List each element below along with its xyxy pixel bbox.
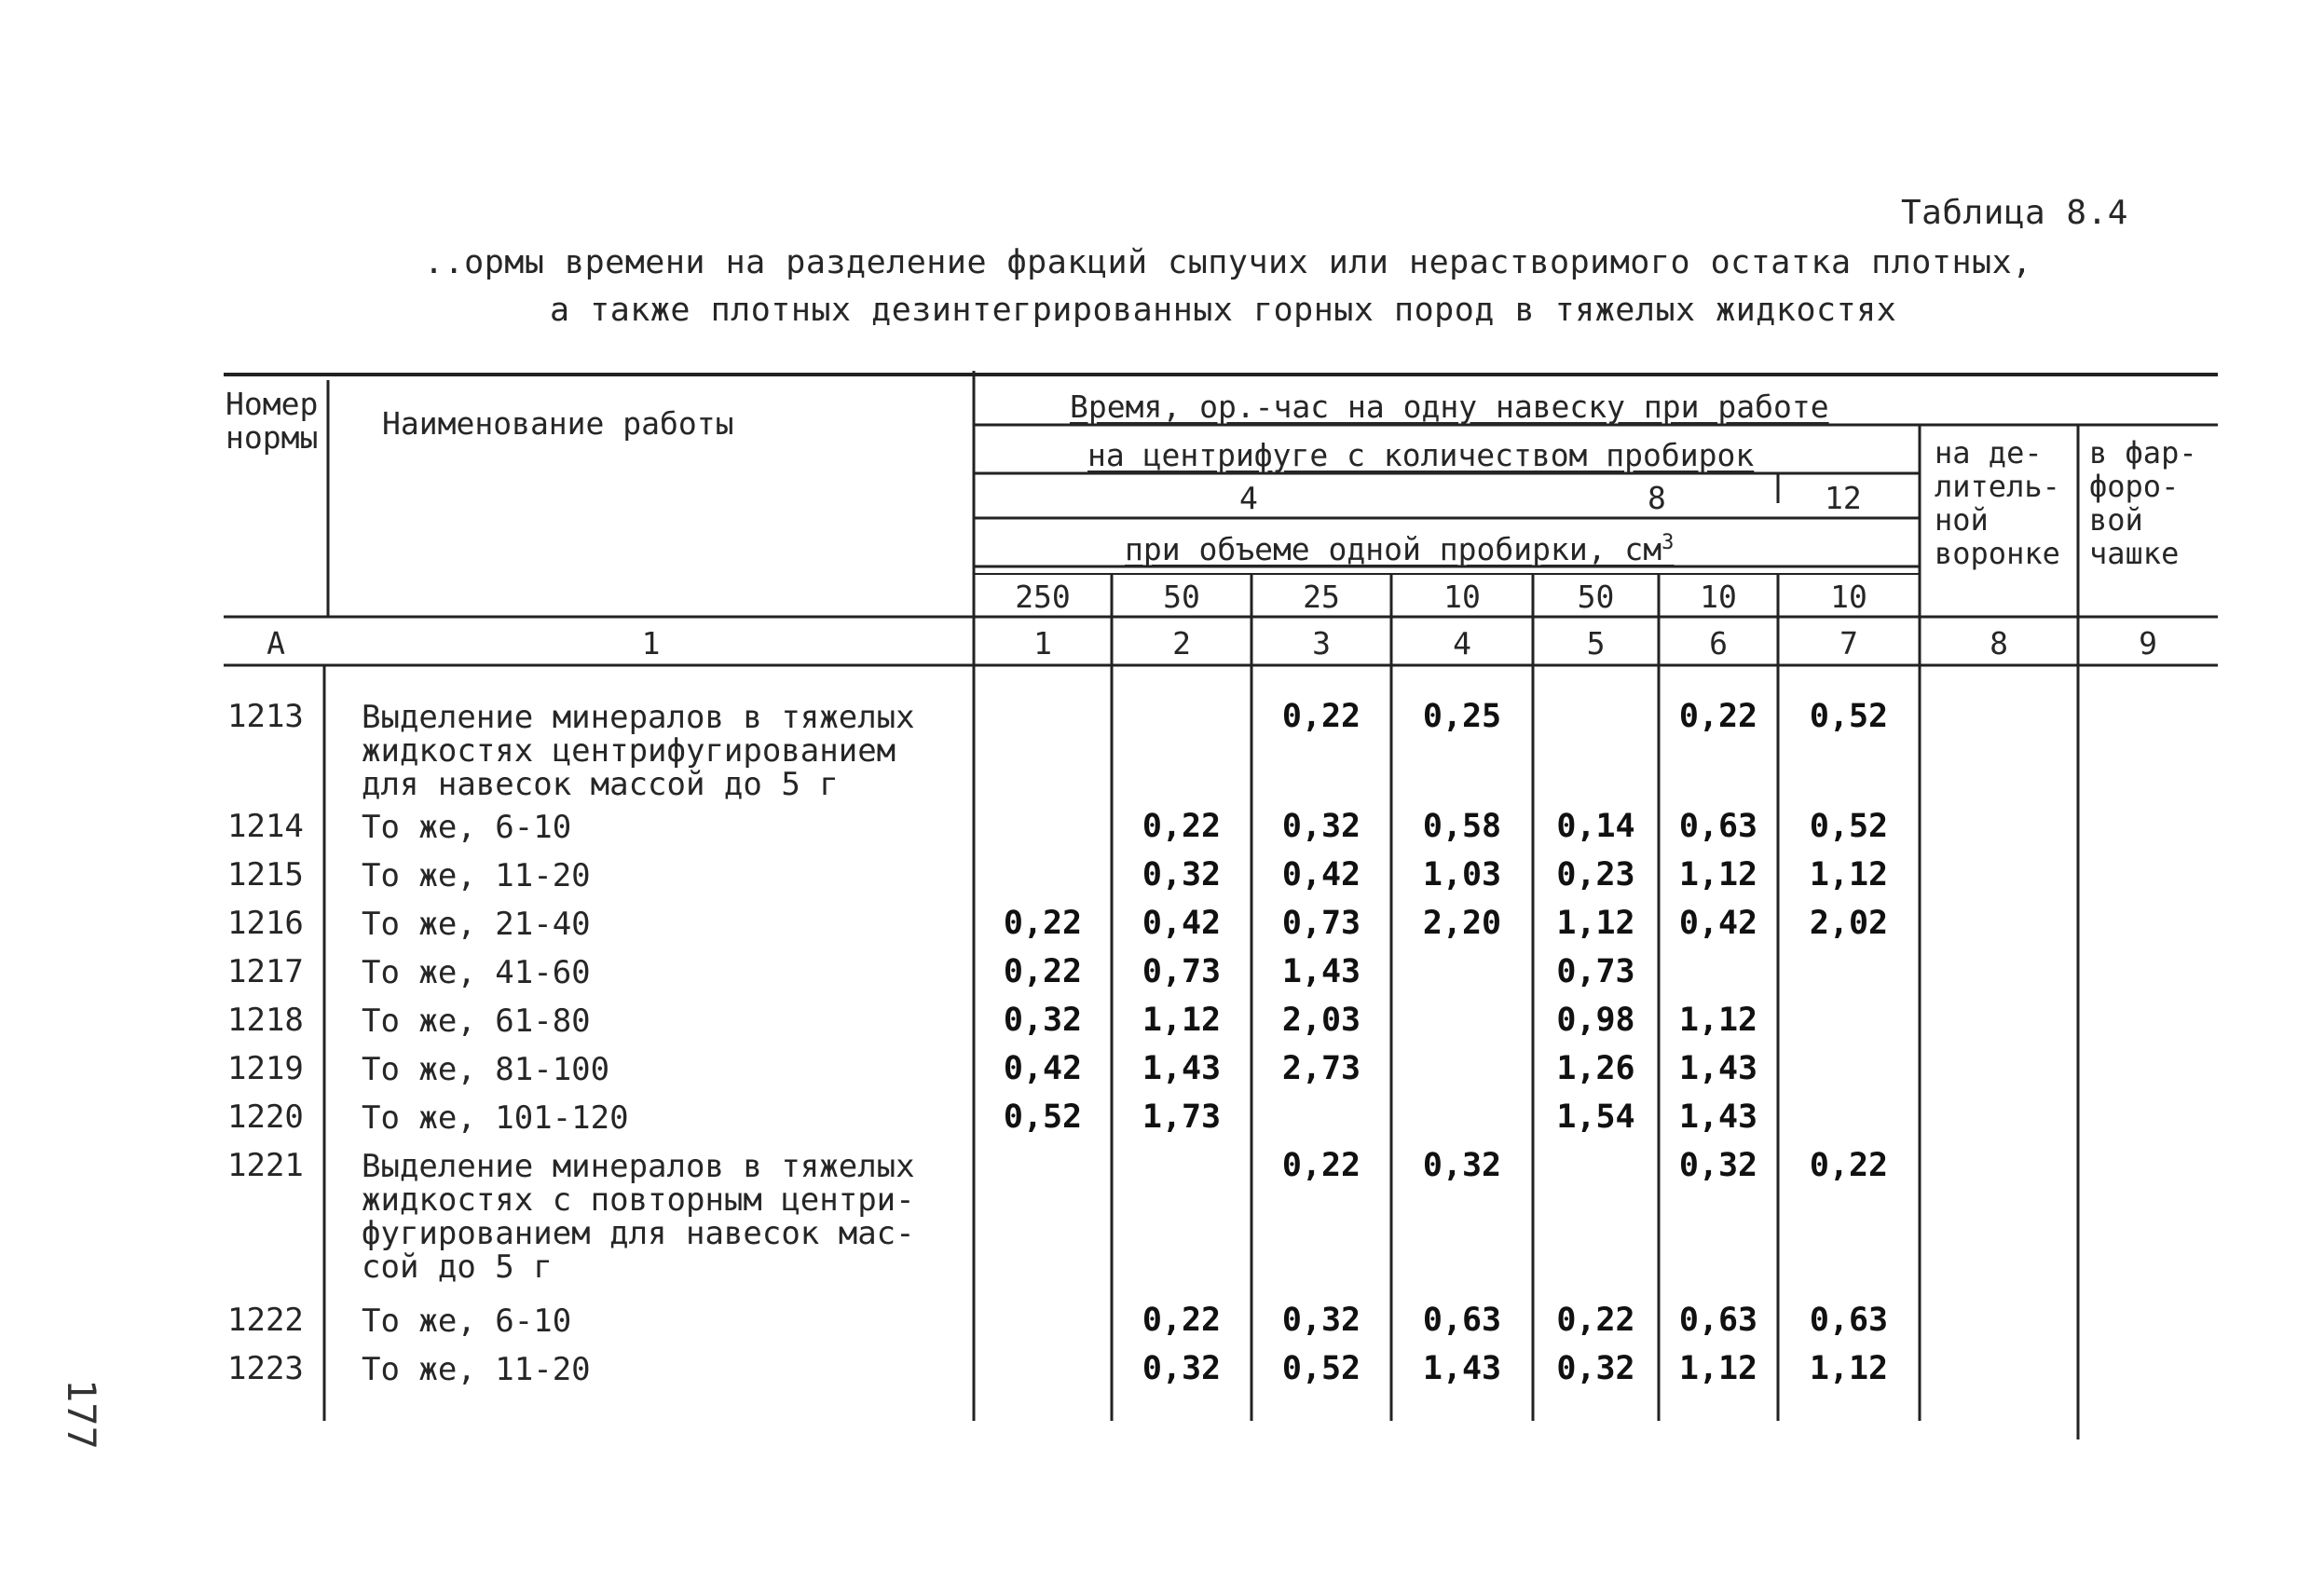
header-tubes-4: 4 [1239,480,1258,516]
row-value-col-6: 1,12 [1678,856,1758,893]
row-work-name [362,956,591,989]
row-value-col-2: 0,32 [1142,1350,1222,1387]
row-code: 1213 [227,698,304,735]
row-value-col-5: 0,14 [1556,808,1635,845]
row-value-col-3: 2,03 [1281,1002,1361,1039]
row-value-col-2: 0,32 [1142,856,1222,893]
row-work-name [362,1004,591,1038]
row-value-col-6: 1,12 [1678,1350,1758,1387]
row-work-name [362,1150,915,1284]
row-value-col-4: 2,20 [1422,905,1502,942]
volume-4: 10 [1443,579,1481,615]
row-value-col-5: 0,22 [1556,1302,1635,1339]
row-value-col-6: 0,42 [1678,905,1758,942]
row-value-col-6: 0,22 [1678,698,1758,735]
row-code: 1217 [227,953,304,990]
row-work-name-line: То же, 6-10 [362,1303,572,1340]
row-value-col-5: 1,26 [1556,1050,1635,1087]
header-tubes-12: 12 [1825,480,1862,516]
row-value-col-3: 0,52 [1281,1350,1361,1387]
row-work-name-line: жидкостях с повторным центри- [362,1181,915,1219]
row-value-col-3: 0,73 [1281,905,1361,942]
header-funnel: на де- литель- ной воронке [1935,435,2060,571]
row-value-col-2: 0,42 [1142,905,1222,942]
row-value-col-1: 0,22 [1003,905,1083,942]
row-code: 1219 [227,1050,304,1087]
row-value-col-4: 0,25 [1422,698,1502,735]
row-code: 1218 [227,1002,304,1039]
row-value-col-4: 0,32 [1422,1147,1502,1184]
row-value-col-4: 1,03 [1422,856,1502,893]
row-work-name [362,811,571,844]
page-number: 177 [59,1379,104,1450]
row-value-col-7: 1,12 [1809,1350,1889,1387]
row-work-name [362,1353,591,1386]
row-work-name-line: фугированием для навесок мас- [362,1215,915,1252]
row-code: 1214 [227,808,304,845]
row-value-col-6: 1,43 [1678,1098,1758,1136]
row-value-col-1: 0,42 [1003,1050,1083,1087]
row-work-name-line: Выделение минералов в тяжелых [362,699,915,736]
row-value-col-7: 0,52 [1809,808,1889,845]
header-time-group: Время, ор.-час на одну навеску при работе [1070,389,1829,425]
row-value-col-1: 0,52 [1003,1098,1083,1136]
header-tubes-8: 8 [1648,480,1666,516]
row-value-col-5: 1,54 [1556,1098,1635,1136]
row-code: 1221 [227,1147,304,1184]
index-8: 8 [1990,625,2008,662]
row-value-col-7: 1,12 [1809,856,1889,893]
row-work-name-line: сой до 5 г [362,1248,553,1286]
row-value-col-4: 0,58 [1422,808,1502,845]
row-value-col-2: 1,73 [1142,1098,1222,1136]
row-value-col-1: 0,22 [1003,953,1083,990]
index-3: 3 [1312,625,1331,662]
row-work-name-line: То же, 21-40 [362,906,591,943]
row-value-col-6: 0,32 [1678,1147,1758,1184]
row-work-name [362,859,591,893]
row-value-col-2: 1,12 [1142,1002,1222,1039]
index-6: 6 [1709,625,1728,662]
row-value-col-5: 0,32 [1556,1350,1635,1387]
index-7: 7 [1839,625,1858,662]
index-a: А [267,625,285,662]
table-title-line-2: а также плотных дезинтегрированных горных пород в тяжелых жидкостях [550,292,1897,329]
row-value-col-2: 0,73 [1142,953,1222,990]
row-value-col-2: 0,22 [1142,1302,1222,1339]
row-value-col-2: 1,43 [1142,1050,1222,1087]
row-work-name-line: То же, 101-120 [362,1099,629,1137]
row-value-col-1: 0,32 [1003,1002,1083,1039]
row-work-name [362,1101,629,1135]
row-value-col-5: 0,98 [1556,1002,1635,1039]
volume-5: 50 [1577,579,1615,615]
header-volume-group: при объеме одной пробирки, $см^3$ [1125,531,1675,567]
row-value-col-4: 0,63 [1422,1302,1502,1339]
row-value-col-4: 1,43 [1422,1350,1502,1387]
row-value-col-3: 0,42 [1281,856,1361,893]
row-work-name-line: То же, 11-20 [362,857,591,894]
index-4: 4 [1453,625,1471,662]
row-value-col-7: 0,22 [1809,1147,1889,1184]
row-value-col-7: 0,63 [1809,1302,1889,1339]
row-work-name-line: То же, 6-10 [362,809,572,846]
row-value-col-7: 0,52 [1809,698,1889,735]
row-value-col-2: 0,22 [1142,808,1222,845]
row-code: 1216 [227,905,304,942]
row-work-name-line: То же, 61-80 [362,1003,591,1040]
row-work-name-line: То же, 11-20 [362,1351,591,1388]
volume-1: 250 [1015,579,1071,615]
header-work-name: Наименование работы [382,405,734,442]
row-code: 1222 [227,1302,304,1339]
row-value-col-5: 0,23 [1556,856,1635,893]
row-work-name-line: То же, 81-100 [362,1051,610,1088]
table-label: Таблица 8.4 [1901,194,2128,232]
row-value-col-6: 1,43 [1678,1050,1758,1087]
row-work-name-line: То же, 41-60 [362,954,591,991]
row-work-name [362,1304,571,1338]
row-value-col-6: 1,12 [1678,1002,1758,1039]
row-value-col-3: 1,43 [1281,953,1361,990]
row-value-col-6: 0,63 [1678,1302,1758,1339]
index-2: 2 [1172,625,1191,662]
index-name: 1 [641,625,661,662]
volume-6: 10 [1700,579,1737,615]
row-code: 1220 [227,1098,304,1136]
row-work-name-line: Выделение минералов в тяжелых [362,1148,915,1185]
row-value-col-3: 0,32 [1281,808,1361,845]
index-5: 5 [1586,625,1606,662]
row-value-col-5: 0,73 [1556,953,1635,990]
volume-7: 10 [1830,579,1867,615]
row-value-col-3: 0,32 [1281,1302,1361,1339]
row-value-col-5: 1,12 [1556,905,1635,942]
row-value-col-3: 2,73 [1281,1050,1361,1087]
row-work-name-line: для навесок массой до 5 г [362,766,839,803]
row-value-col-6: 0,63 [1678,808,1758,845]
row-value-col-7: 2,02 [1809,905,1889,942]
index-9: 9 [2139,625,2157,662]
row-work-name [362,701,915,801]
row-work-name [362,907,591,941]
table-title-line-1: ..ормы времени на разделение фракций сыпучих или нерастворимого остатка плотных, [424,244,2032,281]
header-cup: в фар- форо- вой чашке [2089,435,2197,571]
header-code: Номер нормы [226,386,319,456]
header-centrifuge-group: на центрифуге с количеством пробирок [1087,437,1755,473]
row-code: 1215 [227,856,304,893]
volume-2: 50 [1163,579,1200,615]
row-work-name-line: жидкостях центрифугированием [362,732,896,770]
row-code: 1223 [227,1350,304,1387]
row-value-col-3: 0,22 [1281,1147,1361,1184]
volume-3: 25 [1303,579,1340,615]
row-value-col-3: 0,22 [1281,698,1361,735]
row-work-name [362,1053,609,1086]
index-1: 1 [1033,625,1052,662]
